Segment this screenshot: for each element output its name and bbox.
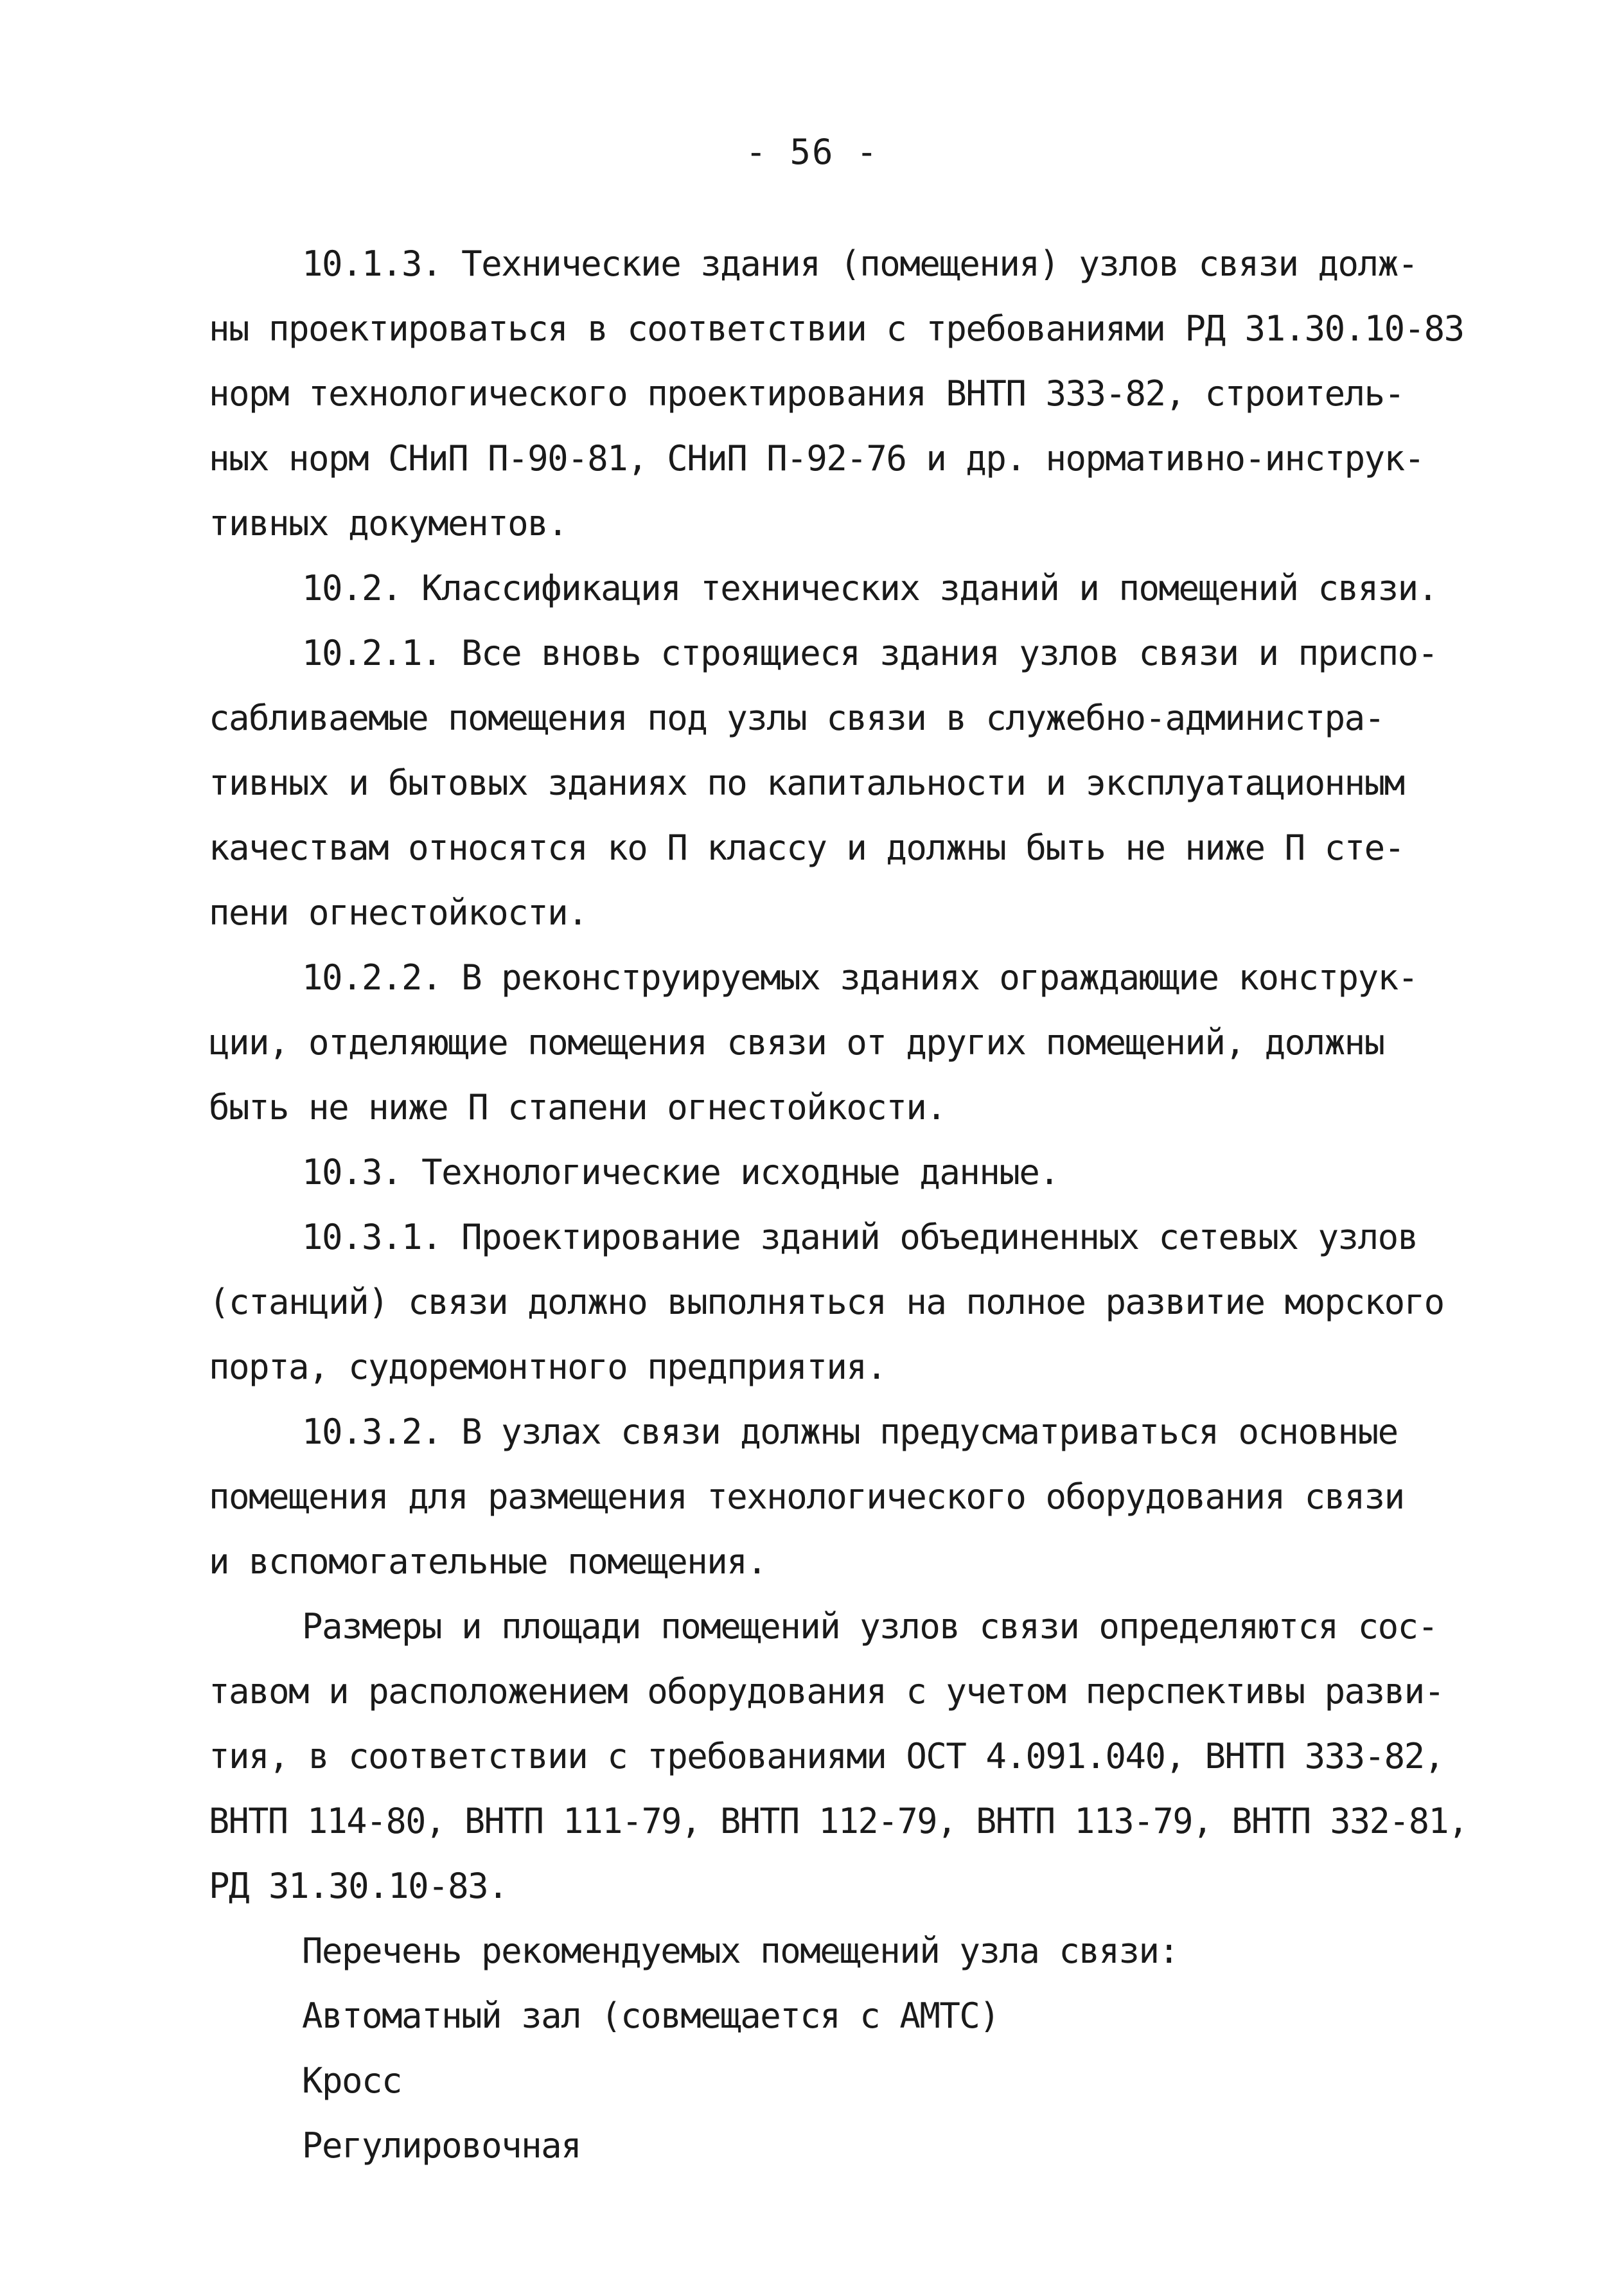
text-line: (станций) связи должно выполняться на полное развитие морского	[209, 1282, 1444, 1322]
text-line: Размеры и площади помещений узлов связи определяются сос-	[302, 1606, 1438, 1647]
text-line: тия, в соответствии с требованиями ОСТ 4.091.040, ВНТП 333-82,	[209, 1736, 1444, 1776]
text-line: 10.1.3. Технические здания (помещения) узлов связи долж-	[302, 243, 1418, 284]
body-text	[209, 231, 1468, 2178]
text-line: порта, судоремонтного предприятия.	[209, 1347, 887, 1387]
text-line: 10.3.2. В узлах связи должны предусматриваться основные	[302, 1412, 1398, 1452]
text-line: тавом и расположением оборудования с учетом перспективы разви-	[209, 1671, 1444, 1712]
section-heading: 10.2. Классификация технических зданий и помещений связи.	[302, 568, 1438, 608]
list-item: Автоматный зал (совмещается с АМТС)	[302, 1996, 1000, 2036]
list-item: Кросс	[302, 2060, 402, 2101]
section-heading: 10.3. Технологические исходные данные.	[302, 1152, 1059, 1192]
list-heading: Перечень рекомендуемых помещений узла связи:	[302, 1931, 1179, 1971]
text-line: помещения для размещения технологического оборудования связи	[209, 1476, 1404, 1517]
text-line: пени огнестойкости.	[209, 892, 588, 933]
text-line: ции, отделяющие помещения связи от других помещений, должны	[209, 1022, 1384, 1063]
text-line: быть не ниже П стапени огнестойкости.	[209, 1087, 946, 1128]
text-line: норм технологического проектирования ВНТП 333-82, строитель-	[209, 373, 1404, 414]
text-line: и вспомогательные помещения.	[209, 1541, 767, 1582]
list-item: Регулировочная	[302, 2125, 581, 2166]
text-line: ны проектироваться в соответствии с требованиями РД 31.30.10-83	[209, 308, 1464, 349]
text-line: качествам относятся ко П классу и должны быть не ниже П сте-	[209, 828, 1404, 868]
text-line: 10.2.2. В реконструируемых зданиях ограждающие конструк-	[302, 957, 1418, 998]
text-line: ных норм СНиП П-90-81, СНиП П-92-76 и др. нормативно-инструк-	[209, 438, 1424, 479]
text-line: сабливаемые помещения под узлы связи в служебно-администра-	[209, 698, 1384, 738]
text-line: тивных и бытовых зданиях по капитальности и эксплуатационным	[209, 763, 1404, 803]
text-line: ВНТП 114-80, ВНТП 111-79, ВНТП 112-79, ВНТП 113-79, ВНТП 332-81,	[209, 1801, 1468, 1841]
text-line: РД 31.30.10-83.	[209, 1866, 508, 1906]
text-line: тивных документов.	[209, 503, 568, 544]
text-line: 10.2.1. Все вновь строящиеся здания узлов связи и приспо-	[302, 633, 1438, 673]
page-number: - 56 -	[745, 132, 879, 172]
text-line: 10.3.1. Проектирование зданий объединенных сетевых узлов	[302, 1217, 1418, 1257]
